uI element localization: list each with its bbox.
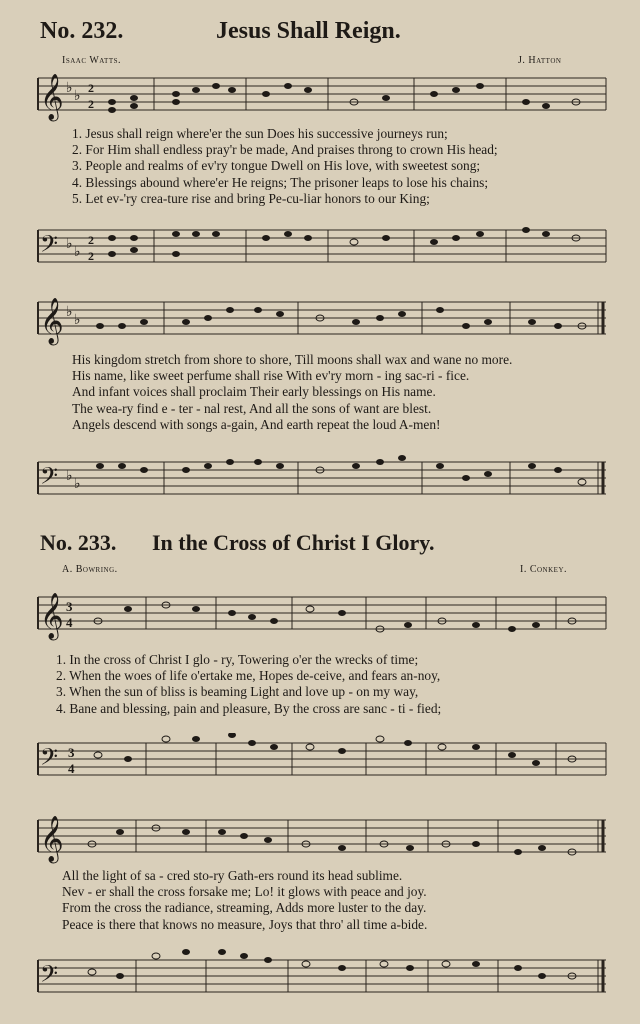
svg-text:2: 2 — [88, 97, 94, 111]
hymn-title: In the Cross of Christ I Glory. — [152, 530, 435, 555]
verse-line: 1. In the cross of Christ I glo - ry, Towering o'er the wrecks of time; — [56, 652, 419, 667]
svg-text:2: 2 — [88, 233, 94, 247]
bass-staff — [36, 733, 608, 789]
hymn-number: No. 232. — [40, 18, 124, 44]
svg-text:♭: ♭ — [74, 245, 81, 260]
svg-text:𝄞: 𝄞 — [40, 816, 64, 861]
svg-text:4: 4 — [66, 615, 73, 630]
treble-staff — [36, 808, 608, 866]
svg-text:𝄞: 𝄞 — [40, 593, 64, 638]
bass-staff — [36, 222, 608, 272]
svg-text:2: 2 — [88, 81, 94, 95]
verse-line: 3. When the sun of bliss is beaming Light and love up - on my way, — [56, 684, 419, 700]
hymn-composer: J. Hatton — [518, 55, 562, 66]
svg-text:3: 3 — [66, 599, 73, 614]
verse-block-2 — [72, 352, 512, 433]
verse-line: 2. For Him shall endless pray'r be made, And praises throng to crown His head; — [72, 142, 498, 158]
svg-text:4: 4 — [68, 761, 75, 776]
svg-text:♭: ♭ — [66, 305, 73, 320]
hymn-author: A. Bowring. — [62, 564, 118, 575]
verse-line: 1. Jesus shall reign where'er the sun Does his successive journeys run; — [72, 126, 448, 141]
hymn-author: Isaac Watts. — [62, 55, 121, 66]
bass-staff — [36, 450, 608, 506]
treble-staff — [36, 290, 608, 346]
svg-text:♭: ♭ — [66, 237, 73, 252]
svg-text:𝄢: 𝄢 — [40, 962, 59, 993]
verse-line: His name, like sweet perfume shall rise With ev'ry morn - ing sac-ri - fice. — [72, 368, 470, 384]
verse-line: His kingdom stretch from shore to shore, Till moons shall wax and wane no more. — [72, 352, 513, 367]
verse-line: 4. Blessings abound where'er He reigns; The prisoner leaps to lose his chains; — [72, 174, 489, 190]
svg-text:𝄞: 𝄞 — [40, 298, 64, 343]
verse-line: Nev - er shall the cross forsake me; Lo! it glows with peace and joy. — [62, 884, 427, 900]
verse-block-1 — [72, 126, 498, 207]
hymn-title: Jesus Shall Reign. — [216, 18, 401, 44]
verse-line: And infant voices shall proclaim Their early blessings on His name. — [72, 384, 436, 400]
verse-line: All the light of sa - cred sto-ry Gath-ers round its head sublime. — [62, 868, 403, 883]
treble-staff — [36, 585, 608, 645]
svg-text:♭: ♭ — [66, 469, 73, 484]
verse-line: Peace is there that knows no measure, Joys that thro' all time a-bide. — [62, 916, 428, 932]
svg-text:𝄢: 𝄢 — [40, 232, 59, 263]
svg-text:𝄢: 𝄢 — [40, 745, 59, 776]
svg-text:𝄢: 𝄢 — [40, 464, 59, 495]
verse-block-4 — [62, 868, 427, 933]
verse-line: The wea-ry find e - ter - nal rest, And all the sons of want are blest. — [72, 400, 432, 416]
verse-line: From the cross the radiance, streaming, Adds more luster to the day. — [62, 900, 427, 916]
bass-staff — [36, 944, 608, 1006]
svg-text:3: 3 — [68, 745, 75, 760]
hymn-composer: I. Conkey. — [520, 564, 567, 575]
verse-block-3 — [56, 652, 441, 717]
hymn-number: No. 233. — [40, 530, 117, 555]
verse-line: 3. People and realms of ev'ry tongue Dwell on His love, with sweetest song; — [72, 158, 481, 174]
verse-line: 2. When the woes of life o'ertake me, Hopes de-ceive, and fears an-noy, — [56, 668, 441, 684]
svg-text:2: 2 — [88, 249, 94, 263]
svg-text:♭: ♭ — [66, 81, 73, 96]
svg-text:♭: ♭ — [74, 313, 81, 328]
verse-line: 4. Bane and blessing, pain and pleasure, By the cross are sanc - ti - fied; — [56, 700, 442, 716]
treble-staff — [36, 72, 608, 122]
svg-text:♭: ♭ — [74, 89, 81, 104]
svg-text:♭: ♭ — [74, 477, 81, 492]
svg-text:𝄞: 𝄞 — [40, 74, 64, 119]
verse-line: 5. Let ev-'ry crea-ture rise and bring Pe-cu-liar honors to our King; — [72, 190, 430, 206]
verse-line: Angels descend with songs a-gain, And earth repeat the loud A-men! — [72, 416, 441, 432]
